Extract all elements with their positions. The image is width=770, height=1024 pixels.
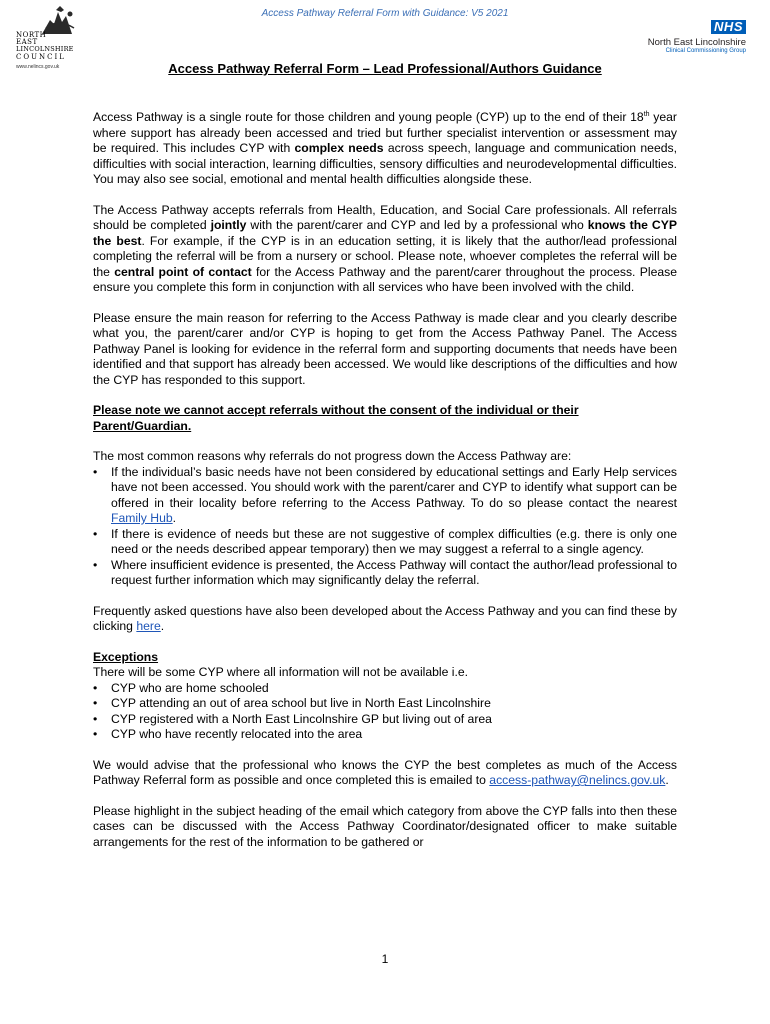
faq-paragraph xyxy=(93,604,677,635)
list-item: • CYP attending an out of area school but live in North East Lincolnshire xyxy=(93,696,677,712)
bold-text: jointly xyxy=(210,218,247,233)
bold-text: knows the CYP the best xyxy=(93,218,677,248)
council-logo-line: COUNCIL xyxy=(16,53,66,61)
text-run: with the parent/carer and CYP and led by a professional who xyxy=(246,218,588,233)
text-run: The Access Pathway accepts referrals from Health, Education, and Social Care professionals. All referrals should be completed xyxy=(93,202,677,233)
reason-paragraph: Please ensure the main reason for referring to the Access Pathway is made clear and you clearly describe what you, the parent/carer and/or CYP is hoping to get from the Access Pathway Panel. The Access Pathway Panel is looking for evidence in the referral form and supporting documents that needs have been identified and that support has already been accessed. We would like descriptions of the difficulties and how the CYP has responded to this support. xyxy=(93,310,677,387)
council-logo-web: www.nelincs.gov.uk xyxy=(16,64,60,70)
list-item: • If there is evidence of needs but these are not suggestive of complex difficulties (e.g. there is only one need or the needs described appear temporary) then we may suggest a referral to a single agency. xyxy=(93,527,677,558)
reasons-intro: The most common reasons why referrals do not progress down the Access Pathway are: xyxy=(93,449,572,464)
document-body xyxy=(93,107,677,865)
text-run: Access Pathway is a single route for those children and young people (CYP) up to the end of their 18 xyxy=(93,110,644,125)
consent-notice: Please note we cannot accept referrals without the consent of the individual or their Parent/Guardian. xyxy=(93,403,579,433)
exceptions-intro: There will be some CYP where all information will not be available i.e. xyxy=(93,665,469,680)
intro-paragraph xyxy=(93,107,677,188)
text-run: . xyxy=(665,773,669,788)
text-run: If the individual’s basic needs have not been considered by educational settings and Early Help services have not been accessed. You should work with the parent/carer and CYP to identify what support can be offered in their locality before referring to the Access Pathway. To do so please contact the nearest xyxy=(111,464,677,510)
list-item: • CYP who are home schooled xyxy=(93,681,677,697)
list-item xyxy=(93,465,677,527)
document-header-note: Access Pathway Referral Form with Guidance: V5 2021 xyxy=(261,8,509,19)
text-run: . xyxy=(160,619,165,634)
document-title: Access Pathway Referral Form – Lead Professional/Authors Guidance xyxy=(168,61,602,76)
page-number: 1 xyxy=(381,952,389,966)
exceptions-list xyxy=(93,681,677,743)
exceptions-heading: Exceptions xyxy=(93,649,159,664)
superscript: th xyxy=(643,111,650,118)
nhs-org-name: North East Lincolnshire xyxy=(647,37,746,48)
text-run: . For example, if the CYP is in an education setting, it is likely that the author/lead professional completing the referral will be from a nursery or school. Please note, whoever completes the referral will be the xyxy=(93,233,677,279)
nhs-org-subtitle: Clinical Commissioning Group xyxy=(665,48,746,54)
email-link[interactable]: access-pathway@nelincs.gov.uk xyxy=(489,773,666,788)
council-logo-line: NORTH xyxy=(16,31,47,39)
list-item: • Where insufficient evidence is presented, the Access Pathway will contact the author/lead professional to request further information which may significantly delay the referral. xyxy=(93,558,677,589)
list-item: • CYP registered with a North East Lincolnshire GP but living out of area xyxy=(93,712,677,728)
text-run: across speech, language and communication needs, difficulties with social interaction, learning difficulties, sensory difficulties and neurodevelopmental difficulties. You may also see social, emotional and mental health difficulties alongside these. xyxy=(93,141,677,187)
text-run: for the Access Pathway and the parent/carer throughout the process. Please ensure you complete this form in conjunction with all services who have been involved with the child. xyxy=(93,264,677,295)
reasons-list xyxy=(93,465,677,589)
text-run: . xyxy=(172,511,177,526)
nhs-badge: NHS xyxy=(711,20,746,34)
advise-paragraph xyxy=(93,758,677,789)
nhs-logo xyxy=(626,18,746,55)
highlight-paragraph: Please highlight in the subject heading of the email which category from above the CYP falls into then these cases can be discussed with the Access Pathway Coordinator/designated officer to make suitable arrangements for the rest of the information to be gathered or xyxy=(93,803,677,849)
text-run: Frequently asked questions have also been developed about the Access Pathway and you can find these by clicking xyxy=(93,603,677,634)
family-hub-link[interactable]: Family Hub xyxy=(111,511,173,526)
bold-text: central point of contact xyxy=(114,264,252,279)
council-logo-line: LINCOLNSHIRE xyxy=(16,45,74,53)
text-run: We would advise that the professional who knows the CYP the best completes as much of the Access Pathway Referral form as possible and once completed this is emailed to xyxy=(93,757,677,788)
faq-here-link[interactable]: here xyxy=(136,619,161,634)
list-item: • CYP who have recently relocated into the area xyxy=(93,727,677,743)
bold-text: complex needs xyxy=(294,141,384,156)
council-logo-line: EAST xyxy=(16,38,38,46)
referrals-paragraph xyxy=(93,203,677,296)
text-run: year where support has already been accessed and tried but further specialist intervention or assessment may be required. This includes CYP with xyxy=(93,110,677,156)
